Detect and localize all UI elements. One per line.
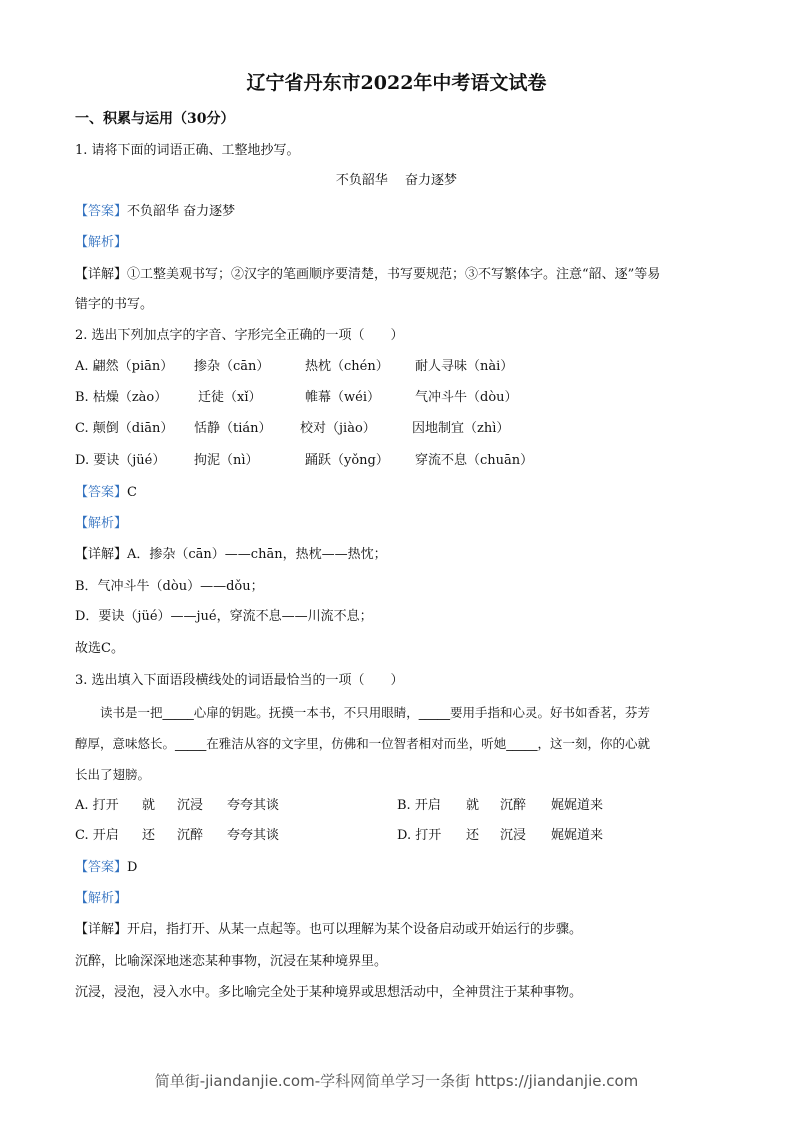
question-2-detail-line-2: B．气冲斗牛（dòu）——dǒu；: [75, 579, 264, 594]
option-c-item-2: 还: [142, 828, 156, 843]
option-c-item-3: 校对（jiào）: [300, 421, 376, 436]
detail-text: ①工整美观书写；②汉字的笔画顺序要清楚，书写要规范；③不写繁体字。注意“韶、逐”等易: [127, 267, 661, 282]
option-c-item-4: 夸夸其谈: [227, 828, 280, 843]
option-a-item-1: A. 翩然（piān）: [75, 359, 174, 374]
question-2-detail-line-4: 故选C。: [75, 641, 124, 656]
answer-text: 不负韶华 奋力逐梦: [127, 204, 236, 219]
option-a-item-3: 热枕（chén）: [305, 359, 389, 374]
option-a-item-2: 就: [142, 798, 156, 813]
answer-tag: 【答案】: [75, 485, 128, 500]
option-c-item-1: C. 颠倒（diān）: [75, 421, 174, 436]
option-d-item-3: 沉浸: [500, 828, 527, 843]
option-b-item-4: 气冲斗牛（dòu）: [415, 390, 518, 405]
option-d-item-4: 穿流不息（chuān）: [415, 453, 534, 468]
option-c-item-2: 恬静（tián）: [194, 421, 272, 436]
question-2-detail-line-1: [75, 546, 387, 564]
option-a-item-2: 掺杂（cān）: [194, 359, 270, 374]
option-b-item-3: 帷幕（wéi）: [305, 390, 380, 405]
detail-tag: 【详解】: [75, 267, 128, 282]
question-1-analysis-tag: 【解析】: [75, 235, 128, 250]
section-heading: 一、积累与运用（30分）: [75, 111, 235, 127]
option-b-item-4: 娓娓道来: [551, 798, 604, 813]
question-2-stem: 2. 选出下列加点字的字音、字形完全正确的一项（ ）: [75, 328, 404, 343]
detail-tag: 【详解】: [75, 922, 128, 937]
question-1-stem: 1. 请将下面的词语正确、工整地抄写。: [75, 143, 300, 158]
question-2-analysis-tag: 【解析】: [75, 516, 128, 531]
question-1-detail-line-2: 错字的书写。: [75, 297, 154, 312]
option-a-item-4: 耐人寻味（nài）: [415, 359, 514, 374]
page-title: 辽宁省丹东市2022年中考语文试卷: [246, 72, 547, 94]
question-3-detail-line-3: 沉浸，浸泡，浸入水中。多比喻完全处于某种境界或思想活动中，全神贯注于某种事物。: [75, 985, 583, 1000]
detail-text: 开启，指打开、从某一点起等。也可以理解为某个设备启动或开始运行的步骤。: [127, 922, 583, 937]
option-d-item-2: 还: [466, 828, 480, 843]
option-b-item-2: 就: [466, 798, 480, 813]
question-1-detail-line-1: [75, 266, 660, 284]
footer-watermark-link[interactable]: 简单街-jiandanjie.com-学科网简单学习一条街 https://jiandanjie.com: [154, 1072, 639, 1090]
question-3-passage-line-2: 醇厚，意味悠长。_____在雅洁从容的文字里，仿佛和一位智者相对而坐，听她_____，这一刻，你的心就: [75, 736, 651, 751]
option-b-item-1: B. 开启: [397, 798, 441, 813]
option-c-item-1: C. 开启: [75, 828, 119, 843]
question-3-answer: [75, 859, 137, 877]
question-3-passage-line-1: 读书是一把_____心扉的钥匙。抚摸一本书，不只用眼睛，_____要用手指和心灵。好书如香茗，芬芳: [100, 705, 651, 720]
question-1-words: 不负韶华 奋力逐梦: [335, 173, 458, 188]
answer-tag: 【答案】: [75, 860, 128, 875]
detail-tag: 【详解】: [75, 547, 128, 562]
question-3-stem: 3. 选出填入下面语段横线处的词语最恰当的一项（ ）: [75, 673, 404, 688]
answer-text: C: [127, 485, 137, 500]
detail-text: A．掺杂（cān）——chān，热枕——热忱；: [127, 547, 387, 562]
option-c-item-3: 沉醉: [177, 828, 204, 843]
question-3-passage-line-3: 长出了翅膀。: [75, 767, 151, 782]
option-d-item-1: D. 要诀（jüé）: [75, 453, 166, 468]
question-1-answer: [75, 203, 235, 221]
option-d-item-4: 娓娓道来: [551, 828, 604, 843]
option-d-item-2: 拘泥（nì）: [194, 453, 259, 468]
answer-text: D: [127, 860, 138, 875]
question-2-detail-line-3: D．要诀（jüé）——jué，穿流不息——川流不息；: [75, 609, 373, 624]
option-b-item-3: 沉醉: [500, 798, 527, 813]
option-a-item-1: A. 打开: [75, 798, 119, 813]
option-d-item-1: D. 打开: [397, 828, 442, 843]
option-b-item-1: B. 枯燥（zào）: [75, 390, 168, 405]
option-a-item-3: 沉浸: [177, 798, 204, 813]
answer-tag: 【答案】: [75, 204, 128, 219]
option-a-item-4: 夸夸其谈: [227, 798, 280, 813]
question-2-answer: [75, 484, 137, 502]
question-3-analysis-tag: 【解析】: [75, 891, 128, 906]
option-b-item-2: 迁徒（xǐ）: [198, 390, 262, 405]
option-c-item-4: 因地制宜（zhì）: [412, 421, 510, 436]
option-d-item-3: 踊跃（yǒng）: [305, 453, 389, 468]
question-3-detail-line-1: [75, 921, 582, 939]
question-3-detail-line-2: 沉醉，比喻深深地迷恋某种事物，沉浸在某种境界里。: [75, 954, 388, 969]
